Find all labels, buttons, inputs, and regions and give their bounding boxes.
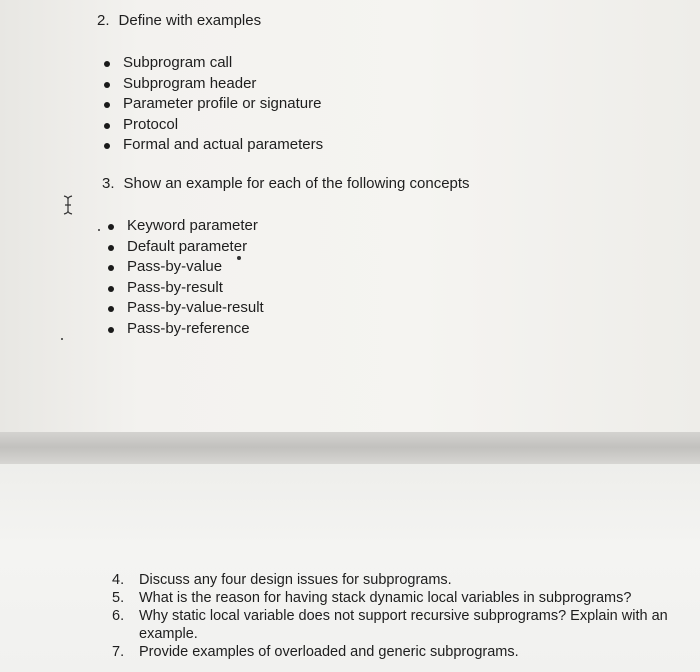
list-item: Keyword parameter xyxy=(127,216,264,237)
question-2-list xyxy=(123,53,323,156)
bullet-icon xyxy=(104,82,110,88)
question-2-number: 2. xyxy=(97,12,110,29)
list-item: Parameter profile or signature xyxy=(123,94,323,115)
list-item: Pass-by-value-result xyxy=(127,298,264,319)
list-item: Formal and actual parameters xyxy=(123,135,323,156)
list-item: Pass-by-value xyxy=(127,257,264,278)
stray-mark xyxy=(98,229,100,231)
bullet-icon xyxy=(108,327,114,333)
question-3-title: Show an example for each of the following concepts xyxy=(123,175,470,192)
stray-mark xyxy=(237,256,241,260)
list-item: Protocol xyxy=(123,115,323,136)
stray-mark xyxy=(61,338,63,340)
bullet-icon xyxy=(104,61,110,67)
list-item: Subprogram call xyxy=(123,53,323,74)
list-item: 6. Why static local variable does not support recursive subprograms? Explain with an example. xyxy=(112,608,668,642)
question-3-heading xyxy=(102,175,470,193)
list-item: Subprogram header xyxy=(123,74,323,95)
bullet-icon xyxy=(108,286,114,292)
list-item: Default parameter xyxy=(127,237,264,258)
question-3-number: 3. xyxy=(102,175,115,192)
bullet-icon xyxy=(108,245,114,251)
list-item: Pass-by-result xyxy=(127,278,264,299)
paper-fold-shadow xyxy=(0,432,700,466)
lower-questions-list xyxy=(112,571,668,661)
bullet-icon xyxy=(108,224,114,230)
text-cursor-icon xyxy=(62,195,74,215)
question-3-list xyxy=(127,216,264,340)
list-item: 7. Provide examples of overloaded and generic subprograms. xyxy=(112,644,519,660)
question-2-heading xyxy=(97,12,261,30)
list-item: Pass-by-reference xyxy=(127,319,264,340)
question-2-title: Define with examples xyxy=(118,12,262,29)
list-item: 5. What is the reason for having stack dynamic local variables in subprograms? xyxy=(112,590,632,606)
bullet-icon xyxy=(104,123,110,129)
list-item: 4. Discuss any four design issues for subprograms. xyxy=(112,572,452,588)
